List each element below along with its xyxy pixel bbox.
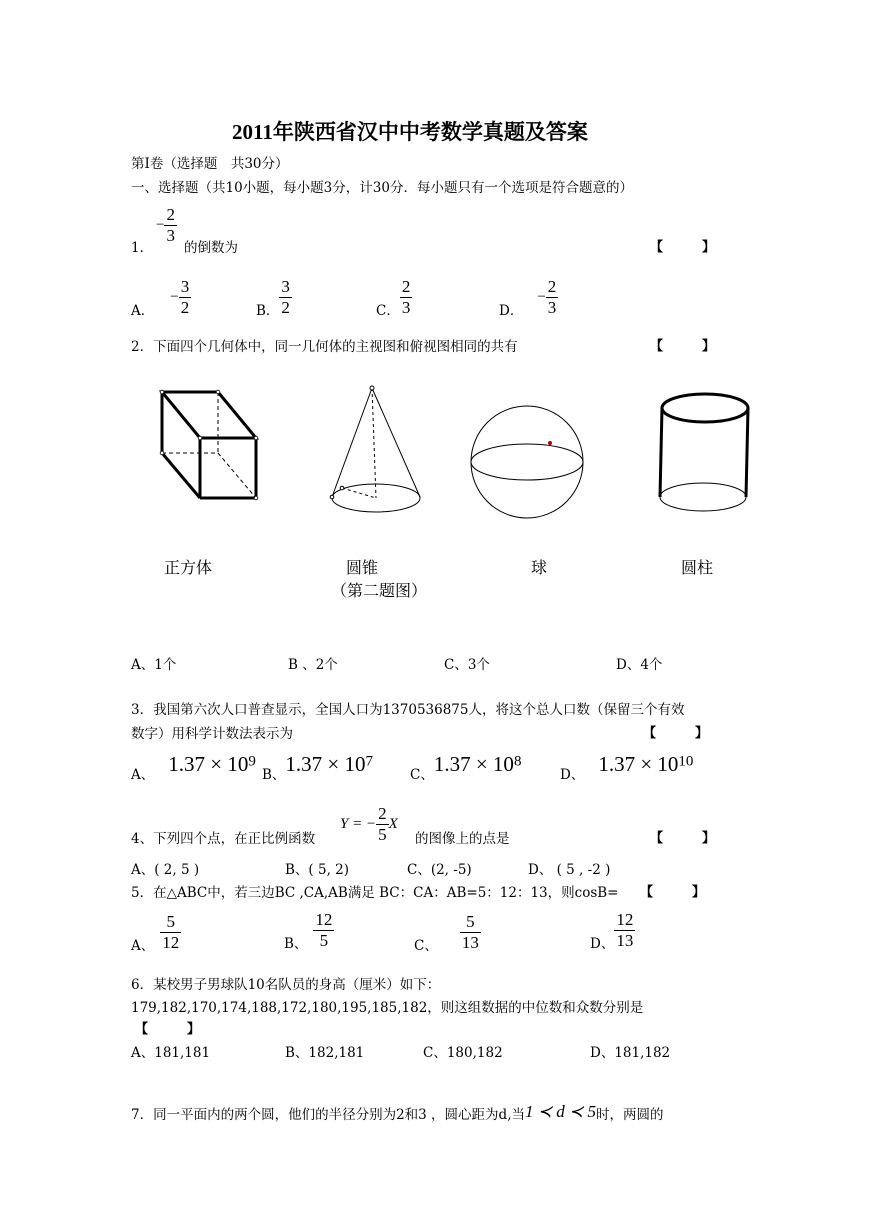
q3-option-a: A、 $1.37 \times 10^9$ [131,752,256,783]
q5-option-b: B、 $\frac{12}{5}$ [284,910,333,952]
q4-option-b: B、( 5, 2) [285,862,350,878]
q6-option-d: D、181,182 [590,1045,671,1061]
q3-option-b: B、$1.37 \times 10^7$ [262,752,374,783]
q2-option-d: D、4个 [616,657,663,673]
q1-text: 的倒数为 [184,240,238,256]
q3-line2: 数字）用科学计数法表示为 [131,726,293,742]
label-sphere: 球 [531,558,548,577]
q5-option-d: D、 $\frac{12}{13}$ [590,910,634,952]
cylinder-figure [660,394,748,511]
section-heading: 一、选择题（共10小题，每小题3分，计30分．每小题只有一个选项是符合题意的） [131,180,633,196]
answer-bracket: 【 】 [650,339,716,354]
cone-figure [330,386,420,512]
q3-option-d: D、 $1.37 \times 10^{10}$ [560,752,694,783]
q5-option-a: A、 $\frac{5}{12}$ [131,912,180,954]
label-cone: 圆锥 [346,558,379,577]
q1-option-c: C． $\frac{2}{3}$ [376,277,411,319]
q1-option-b: B． $\frac{3}{2}$ [256,277,290,319]
part-heading: 第Ⅰ卷（选择题 共30分） [131,156,289,172]
q4-option-c: C、(2, -5) [407,862,472,878]
geometry-figures [0,370,869,530]
cube-figure [160,390,258,500]
q7-text: 7．同一平面内的两个圆，他们的半径分别为2和3 ，圆心距为d,当1 ≺ d ≺ 5时，两圆的 [131,1102,664,1123]
q6-option-c: C、180,182 [423,1045,503,1061]
answer-bracket: 【 】 [643,726,709,741]
q2-option-b: B 、2个 [288,657,338,673]
answer-bracket: 【 】 [135,1022,201,1037]
page-title: 2011年陕西省汉中中考数学真题及答案 [232,120,588,144]
q1-option-a: A．− $\frac{3}{2}$ [131,277,190,319]
q2-option-c: C、3个 [444,657,490,673]
q1-fraction: − $\frac{2}{3}$ [156,205,175,245]
answer-bracket: 【 】 [640,885,706,900]
sphere-figure [471,406,583,518]
q6-option-a: A、181,181 [131,1045,211,1061]
q1-number: 1． [131,240,154,256]
label-cylinder: 圆柱 [681,558,714,577]
q3-option-c: C、$1.37 \times 10^8$ [410,752,522,783]
q6-option-b: B、182,181 [285,1045,365,1061]
answer-bracket: 【 】 [650,240,716,255]
q6-line1: 6．某校男子男球队10名队员的身高（厘米）如下： [131,977,441,993]
q4-text-post: 的图像上的点是 [415,831,510,847]
q2-option-a: A、1个 [131,657,177,673]
q4-option-a: A、( 2, 5 ) [131,862,200,878]
q1-option-d: D．− $\frac{2}{3}$ [499,277,557,319]
fraction: $\frac{2}{3}$ [166,205,175,245]
q2-text: 2．下面四个几何体中，同一几何体的主视图和俯视图相同的共有 [131,339,518,355]
q5-text: 5．在△ABC中，若三边BC ,CA,AB满足 BC：CA：AB=5：12：13，则cosB= [131,885,619,901]
label-cube: 正方体 [164,558,213,577]
q3-line1: 3．我国第六次人口普查显示，全国人口为1370536875人，将这个总人口数（保留三个有效 [131,702,685,718]
q6-line2: 179,182,170,174,188,172,180,195,185,182，则这组数据的中位数和众数分别是 [131,1000,644,1016]
q4-function: Y = − $\frac{2}{5}$ X [340,804,398,844]
figure-caption: （第二题图） [331,581,428,600]
q4-text-pre: 4、下列四个点，在正比例函数 [131,831,316,847]
answer-bracket: 【 】 [650,831,716,846]
q4-option-d: D、 ( 5 , -2 ) [528,862,611,878]
q5-option-c: C、 $\frac{5}{13}$ [414,912,479,954]
